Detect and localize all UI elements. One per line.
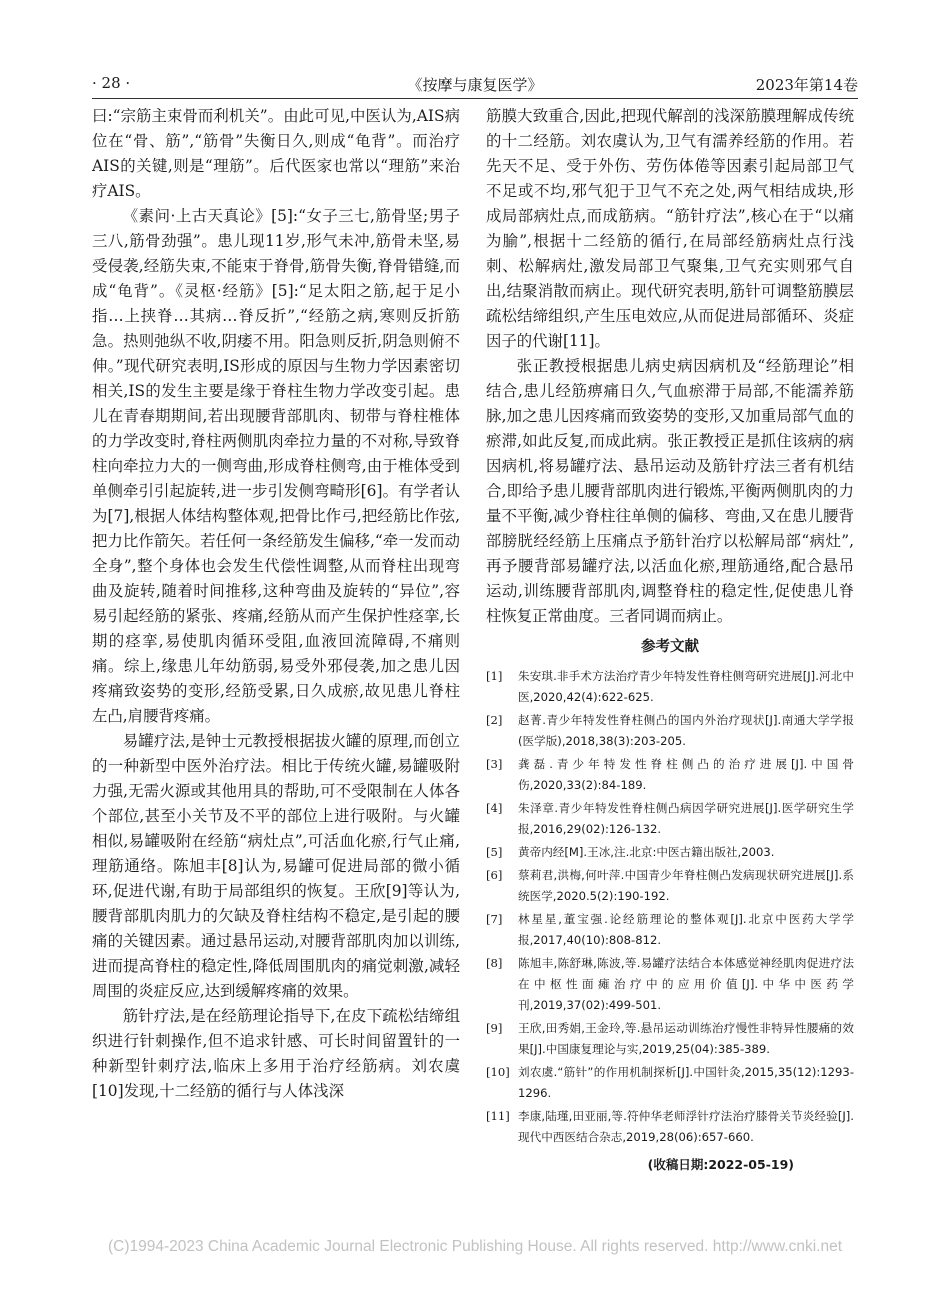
reference-item xyxy=(486,1018,854,1060)
reference-number: [11] xyxy=(486,1109,510,1123)
reference-number: [4] xyxy=(486,801,503,815)
reference-item xyxy=(486,909,854,951)
paragraph: 张正教授根据患儿病史病因病机及“经筋理论”相结合,患儿经筋痹痛日久,气血瘀滞于局部,不能濡养筋脉,加之患儿因疼痛而致姿势的变形,又加重局部气血的瘀滞,如此反复,而成此病。张正教授正是抓住该病的病因病机,将易罐疗法、悬吊运动及筋针疗法三者有机结合,即给予患儿腰背部肌肉进行锻炼,平衡两侧肌肉的力量不平衡,减少脊柱往单侧的偏移、弯曲,又在患儿腰背部膀胱经经筋上压痛点予筋针治疗以松解局部“病灶”,再予腰背部易罐疗法,以活血化瘀,理筋通络,配合悬吊运动,训练腰背部肌肉,调整脊柱的稳定性,促使患儿脊柱恢复正常曲度。三者同调而病止。 xyxy=(486,357,854,625)
reference-text: 朱安琪.非手术方法治疗青少年特发性脊柱侧弯研究进展[J].河北中医,2020,42(4):622-625. xyxy=(518,669,854,704)
reference-text: 林星星,董宝强.论经筋理论的整体观[J].北京中医药大学学报,2017,40(10):808-812. xyxy=(518,912,854,947)
page-number: · 28 · xyxy=(92,74,131,92)
header-rule xyxy=(92,98,858,99)
references-heading: 参考文献 xyxy=(641,639,699,655)
reference-number: [3] xyxy=(486,757,503,771)
reference-number: [10] xyxy=(486,1065,510,1079)
received-date: (收稿日期:2022-05-19) xyxy=(647,1157,794,1172)
reference-text: 李康,陆瑾,田亚丽,等.符仲华老师浮针疗法治疗膝骨关节炎经验[J].现代中西医结合杂志,2019,28(06):657-660. xyxy=(518,1109,854,1144)
paragraph: 筋针疗法,是在经筋理论指导下,在皮下疏松结缔组织进行针刺操作,但不追求针感、可长时间留置针的一种新型针刺疗法,临床上多用于治疗经筋病。刘农虞[10]发现,十二经筋的循行与人体浅深 xyxy=(92,1007,460,1100)
reference-item xyxy=(486,666,854,708)
paragraph: 《素问·上古天真论》[5]:“女子三七,筋骨坚;男子三八,筋骨劲强”。患儿现11岁,形气未冲,筋骨未坚,易受侵袭,经筋失束,不能束于脊骨,筋骨失衡,脊骨错缝,而成“龟背”。《灵枢·经筋》[5]:“足太阳之筋,起于足小指…上挟脊…其病…脊反折”,“经筋之病,寒则反折筋急。热则弛纵不收,阴痿不用。阳急则反折,阴急则俯不伸。”现代研究表明,IS形成的原因与生物力学因素密切相关,IS的发生主要是缘于脊柱生物力学改变引起。患儿在青春期期间,若出现腰背部肌肉、韧带与脊柱椎体的力学改变时,脊柱两侧肌肉牵拉力量的不对称,导致脊柱向牵拉力大的一侧弯曲,形成脊柱侧弯,由于椎体受到单侧牵引引起旋转,进一步引发侧弯畸形[6]。有学者认为[7],根据人体结构整体观,把骨比作弓,把经筋比作弦,把力比作箭矢。若任何一条经筋发生偏移,“牵一发而动全身”,整个身体也会发生代偿性调整,从而脊柱出现弯曲及旋转,随着时间推移,这种弯曲及旋转的“异位”,容易引起经筋的紧张、疼痛,经筋从而产生保护性痉挛,长期的痉挛,易使肌肉循环受阻,血液回流障碍,不痛则痛。综上,缘患儿年幼筋弱,易受外邪侵袭,加之患儿因疼痛致姿势的变形,经筋受累,日久成瘀,故见患儿脊柱左凸,肩腰背疼痛。 xyxy=(92,207,460,725)
journal-title: 《按摩与康复医学》 xyxy=(407,76,543,94)
reference-number: [1] xyxy=(486,669,503,683)
reference-item xyxy=(486,842,854,863)
reference-text: 蔡莉君,洪梅,何叶萍.中国青少年脊柱侧凸发病现状研究进展[J].系统医学,2020.5(2):190-192. xyxy=(518,868,854,903)
reference-number: [6] xyxy=(486,868,503,882)
copyright-footer: (C)1994-2023 China Academic Journal Electronic Publishing House. All rights reserved. http://www.cnki.net xyxy=(107,1238,843,1255)
reference-item xyxy=(486,710,854,752)
reference-text: 赵菁.青少年特发性脊柱侧凸的国内外治疗现状[J].南通大学学报(医学版),2018,38(3):203-205. xyxy=(518,713,854,748)
reference-text: 刘农虞.“筋针”的作用机制探析[J].中国针灸,2015,35(12):1293-1296. xyxy=(518,1065,854,1100)
reference-item xyxy=(486,754,854,796)
reference-number: [7] xyxy=(486,912,503,926)
reference-text: 朱泽章.青少年特发性脊柱侧凸病因学研究进展[J].医学研究生学报,2016,29(02):126-132. xyxy=(518,801,854,836)
running-header xyxy=(92,72,858,98)
issue-info: 2023年第14卷 xyxy=(755,76,858,94)
reference-item xyxy=(486,953,854,1016)
reference-text: 陈旭丰,陈舒琳,陈波,等.易罐疗法结合本体感觉神经肌肉促进疗法在中枢性面瘫治疗中的应用价值[J].中华中医药学刊,2019,37(02):499-501. xyxy=(518,956,854,1012)
reference-item xyxy=(486,1106,854,1148)
reference-number: [9] xyxy=(486,1021,503,1035)
paragraph: 筋膜大致重合,因此,把现代解剖的浅深筋膜理解成传统的十二经筋。刘农虞认为,卫气有濡养经筋的作用。若先天不足、受于外伤、劳伤体倦等因素引起局部卫气不足或不均,邪气犯于卫气不充之处,两气相结成块,形成局部病灶点,而成筋病。“筋针疗法”,核心在于“以痛为腧”,根据十二经筋的循行,在局部经筋病灶点行浅刺、松解病灶,激发局部卫气聚集,卫气充实则邪气自出,结聚消散而病止。现代研究表明,筋针可调整筋膜层疏松结缔组织,产生压电效应,从而促进局部循环、炎症因子的代谢[11]。 xyxy=(486,107,854,350)
right-column xyxy=(486,104,854,1177)
reference-number: [5] xyxy=(486,845,503,859)
reference-item xyxy=(486,865,854,907)
reference-list xyxy=(486,666,854,1148)
paragraph: 易罐疗法,是钟士元教授根据拔火罐的原理,而创立的一种新型中医外治疗法。相比于传统火罐,易罐吸附力强,无需火源或其他用具的帮助,可不受限制在人体各个部位,甚至小关节及不平的部位上进行吸附。与火罐相似,易罐吸附在经筋“病灶点”,可活血化瘀,行气止痛,理筋通络。陈旭丰[8]认为,易罐可促进局部的微小循环,促进代谢,有助于局部组织的恢复。王欣[9]等认为,腰背部肌肉肌力的欠缺及脊柱结构不稳定,是引起的腰痛的关键因素。通过悬吊运动,对腰背部肌肉加以训练,进而提高脊柱的稳定性,降低周围肌肉的痛觉刺激,减轻周围的炎症反应,达到缓解疼痛的效果。 xyxy=(92,732,460,1000)
reference-text: 龚磊.青少年特发性脊柱侧凸的治疗进展[J].中国骨伤,2020,33(2):84-189. xyxy=(518,757,854,792)
reference-item xyxy=(486,1062,854,1104)
reference-number: [2] xyxy=(486,713,503,727)
reference-text: 王欣,田秀娟,王金玲,等.悬吊运动训练治疗慢性非特异性腰痛的效果[J].中国康复理论与实,2019,25(04):385-389. xyxy=(518,1021,854,1056)
reference-number: [8] xyxy=(486,956,503,970)
reference-text: 黄帝内经[M].王冰,注.北京:中医古籍出版社,2003. xyxy=(518,845,775,859)
paragraph: 曰:“宗筋主束骨而利机关”。由此可见,中医认为,AIS病位在“骨、筋”,“筋骨”失衡日久,则成“龟背”。而治疗AIS的关键,则是“理筋”。后代医家也常以“理筋”来治疗AIS。 xyxy=(92,107,460,200)
left-column xyxy=(92,104,460,1104)
reference-item xyxy=(486,798,854,840)
